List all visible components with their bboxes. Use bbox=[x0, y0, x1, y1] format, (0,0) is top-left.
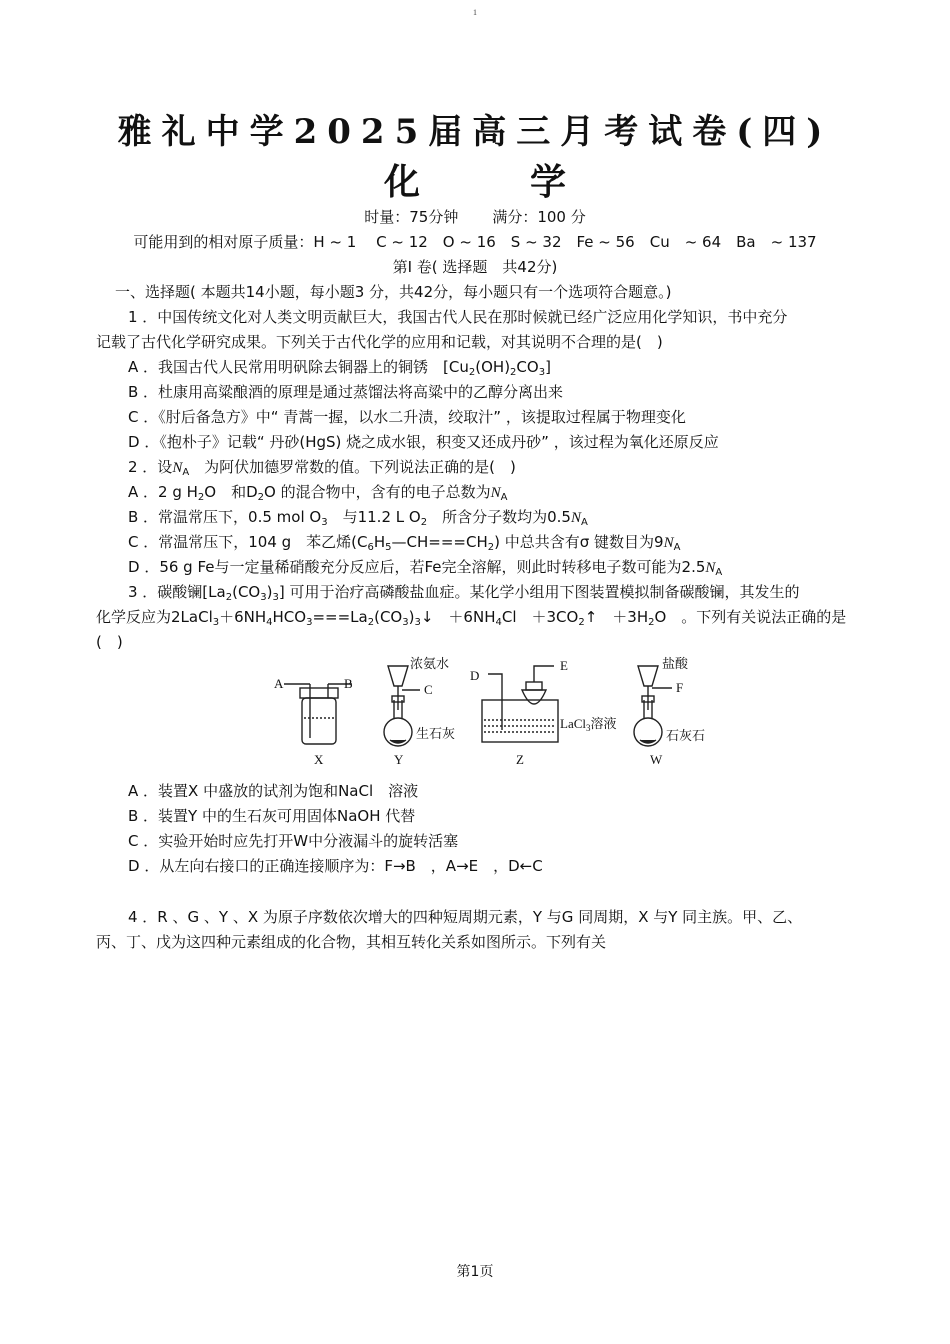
apparatus-z bbox=[482, 666, 558, 742]
label-a: A bbox=[274, 676, 284, 691]
q3-option-d: D ．从左向右接口的正确连接顺序为：F→B ，A→E ，D←C bbox=[128, 857, 543, 875]
q1-option-c: C ．《肘后备急方》中“ 青蒿一握，以水二升渍，绞取汁” ，该提取过程属于物理变化 bbox=[128, 408, 686, 426]
subject-title bbox=[0, 154, 950, 205]
q2-option-d: D ．56 g Fe与一定量稀硝酸充分反应后，若Fe完全溶解，则此时转移电子数可能为$2.5N_A$ bbox=[128, 558, 723, 578]
apparatus-y bbox=[384, 666, 420, 746]
q2-option-b: B ．常温常压下，0.5 mol $O_3$ 与11.2 L $O_2$ 所含分子数均为$0.5N_A$ bbox=[128, 508, 588, 528]
q3-option-a: A ．装置X 中盛放的试剂为饱和NaCl 溶液 bbox=[128, 782, 419, 800]
reagent-ammonia: 浓氨水 bbox=[410, 656, 450, 671]
section-instructions: 一、选择题( 本题共14小题，每小题3 分，共42分，每小题只有一个选项符合题意。) bbox=[115, 283, 672, 301]
apparatus-x bbox=[284, 684, 352, 744]
reagent-limestone: 石灰石 bbox=[666, 728, 706, 743]
label-c: C bbox=[424, 682, 433, 697]
q2-stem: 2 ．设$N_A$ 为阿伏加德罗常数的值。下列说法正确的是( ) bbox=[128, 458, 516, 478]
reagent-lacl3: LaCl$_3$溶液 bbox=[560, 716, 617, 733]
caption-w: W bbox=[650, 752, 663, 767]
q3-stem-line3: ( ) bbox=[96, 633, 123, 651]
q1-stem-line2: 记载了古代化学研究成果。下列关于古代化学的应用和记载，对其说明不合理的是( ) bbox=[96, 333, 663, 351]
exam-score: 满分：100 分 bbox=[492, 208, 586, 226]
q2-option-a: A ．2 g $H_2O$ 和$D_2O$ 的混合物中，含有的电子总数为$N_A$ bbox=[128, 483, 508, 503]
q4-stem-line2: 丙、丁、戊为这四种元素组成的化合物，其相互转化关系如图所示。下列有关 bbox=[96, 933, 607, 951]
subject-char-2: 学 bbox=[530, 161, 567, 203]
q1-stem-line1: 1 ．中国传统文化对人类文明贡献巨大，我国古代人民在那时候就已经广泛应用化学知识，书中充分 bbox=[128, 308, 788, 326]
q2-option-c: C ．常温常压下，104 g 苯乙烯$(C_6H_5—CH===CH_2)$ 中总共含有σ 键数目为$9N_A$ bbox=[128, 533, 681, 553]
exam-time: 时量：75分钟 bbox=[364, 208, 459, 226]
page-number: 第1页 bbox=[456, 1264, 494, 1280]
label-d: D bbox=[470, 668, 480, 683]
section-title: 第Ⅰ 卷( 选择题 共42分) bbox=[392, 258, 558, 276]
q1-option-d: D ．《抱朴子》记载“ 丹砂(HgS) 烧之成水银，积变又还成丹砂” ，该过程为氧化还原反应 bbox=[128, 433, 719, 451]
q3-stem-line1: 3 ．碳酸镧$[La_2(CO_3)_3]$ 可用于治疗高磷酸盐血症。某化学小组用下图装置模拟制备碳酸镧，其发生的 bbox=[128, 583, 800, 603]
atomic-masses: 可能用到的相对原子质量：H ~ 1 C ~ 12 O ~ 16 S ~ 32 Fe ~ 56 Cu ~ 64 Ba ~ 137 bbox=[133, 233, 817, 251]
reagent-hcl: 盐酸 bbox=[662, 656, 689, 671]
q3-stem-line2: 化学反应为$2LaCl_3+6NH_4HCO_3===La_2(CO_3)_3↓$ $+6NH_4Cl$ $+3CO_2↑$ $+3H_2O$ 。下列有关说法正确的是 bbox=[96, 608, 847, 628]
page-marker-top: 1 bbox=[473, 8, 477, 17]
q1-option-b: B ．杜康用高粱酿酒的原理是通过蒸馏法将高粱中的乙醇分离出来 bbox=[128, 383, 564, 401]
reagent-quicklime: 生石灰 bbox=[416, 726, 456, 741]
apparatus-figure bbox=[270, 652, 740, 770]
q3-option-b: B ．装置Y 中的生石灰可用固体NaOH 代替 bbox=[128, 807, 416, 825]
exam-title: 雅礼中学2025届高三月考试卷(四) bbox=[117, 112, 833, 152]
q3-option-c: C ．实验开始时应先打开W中分液漏斗的旋转活塞 bbox=[128, 832, 459, 850]
q4-stem-line1: 4 ．R 、G 、Y 、X 为原子序数依次增大的四种短周期元素，Y 与G 同周期，X 与Y 同主族。甲、乙、 bbox=[128, 908, 803, 926]
caption-z: Z bbox=[516, 752, 524, 767]
caption-y: Y bbox=[394, 752, 404, 767]
caption-x: X bbox=[314, 752, 324, 767]
label-e: E bbox=[560, 658, 568, 673]
exam-info bbox=[0, 206, 950, 227]
label-b: B bbox=[344, 676, 353, 691]
label-f: F bbox=[676, 680, 684, 695]
subject-char-1: 化 bbox=[383, 161, 420, 203]
q1-option-a: A ．我国古代人民常用明矾除去铜器上的铜锈 $[Cu_2(OH)_2CO_3]$ bbox=[128, 358, 551, 378]
